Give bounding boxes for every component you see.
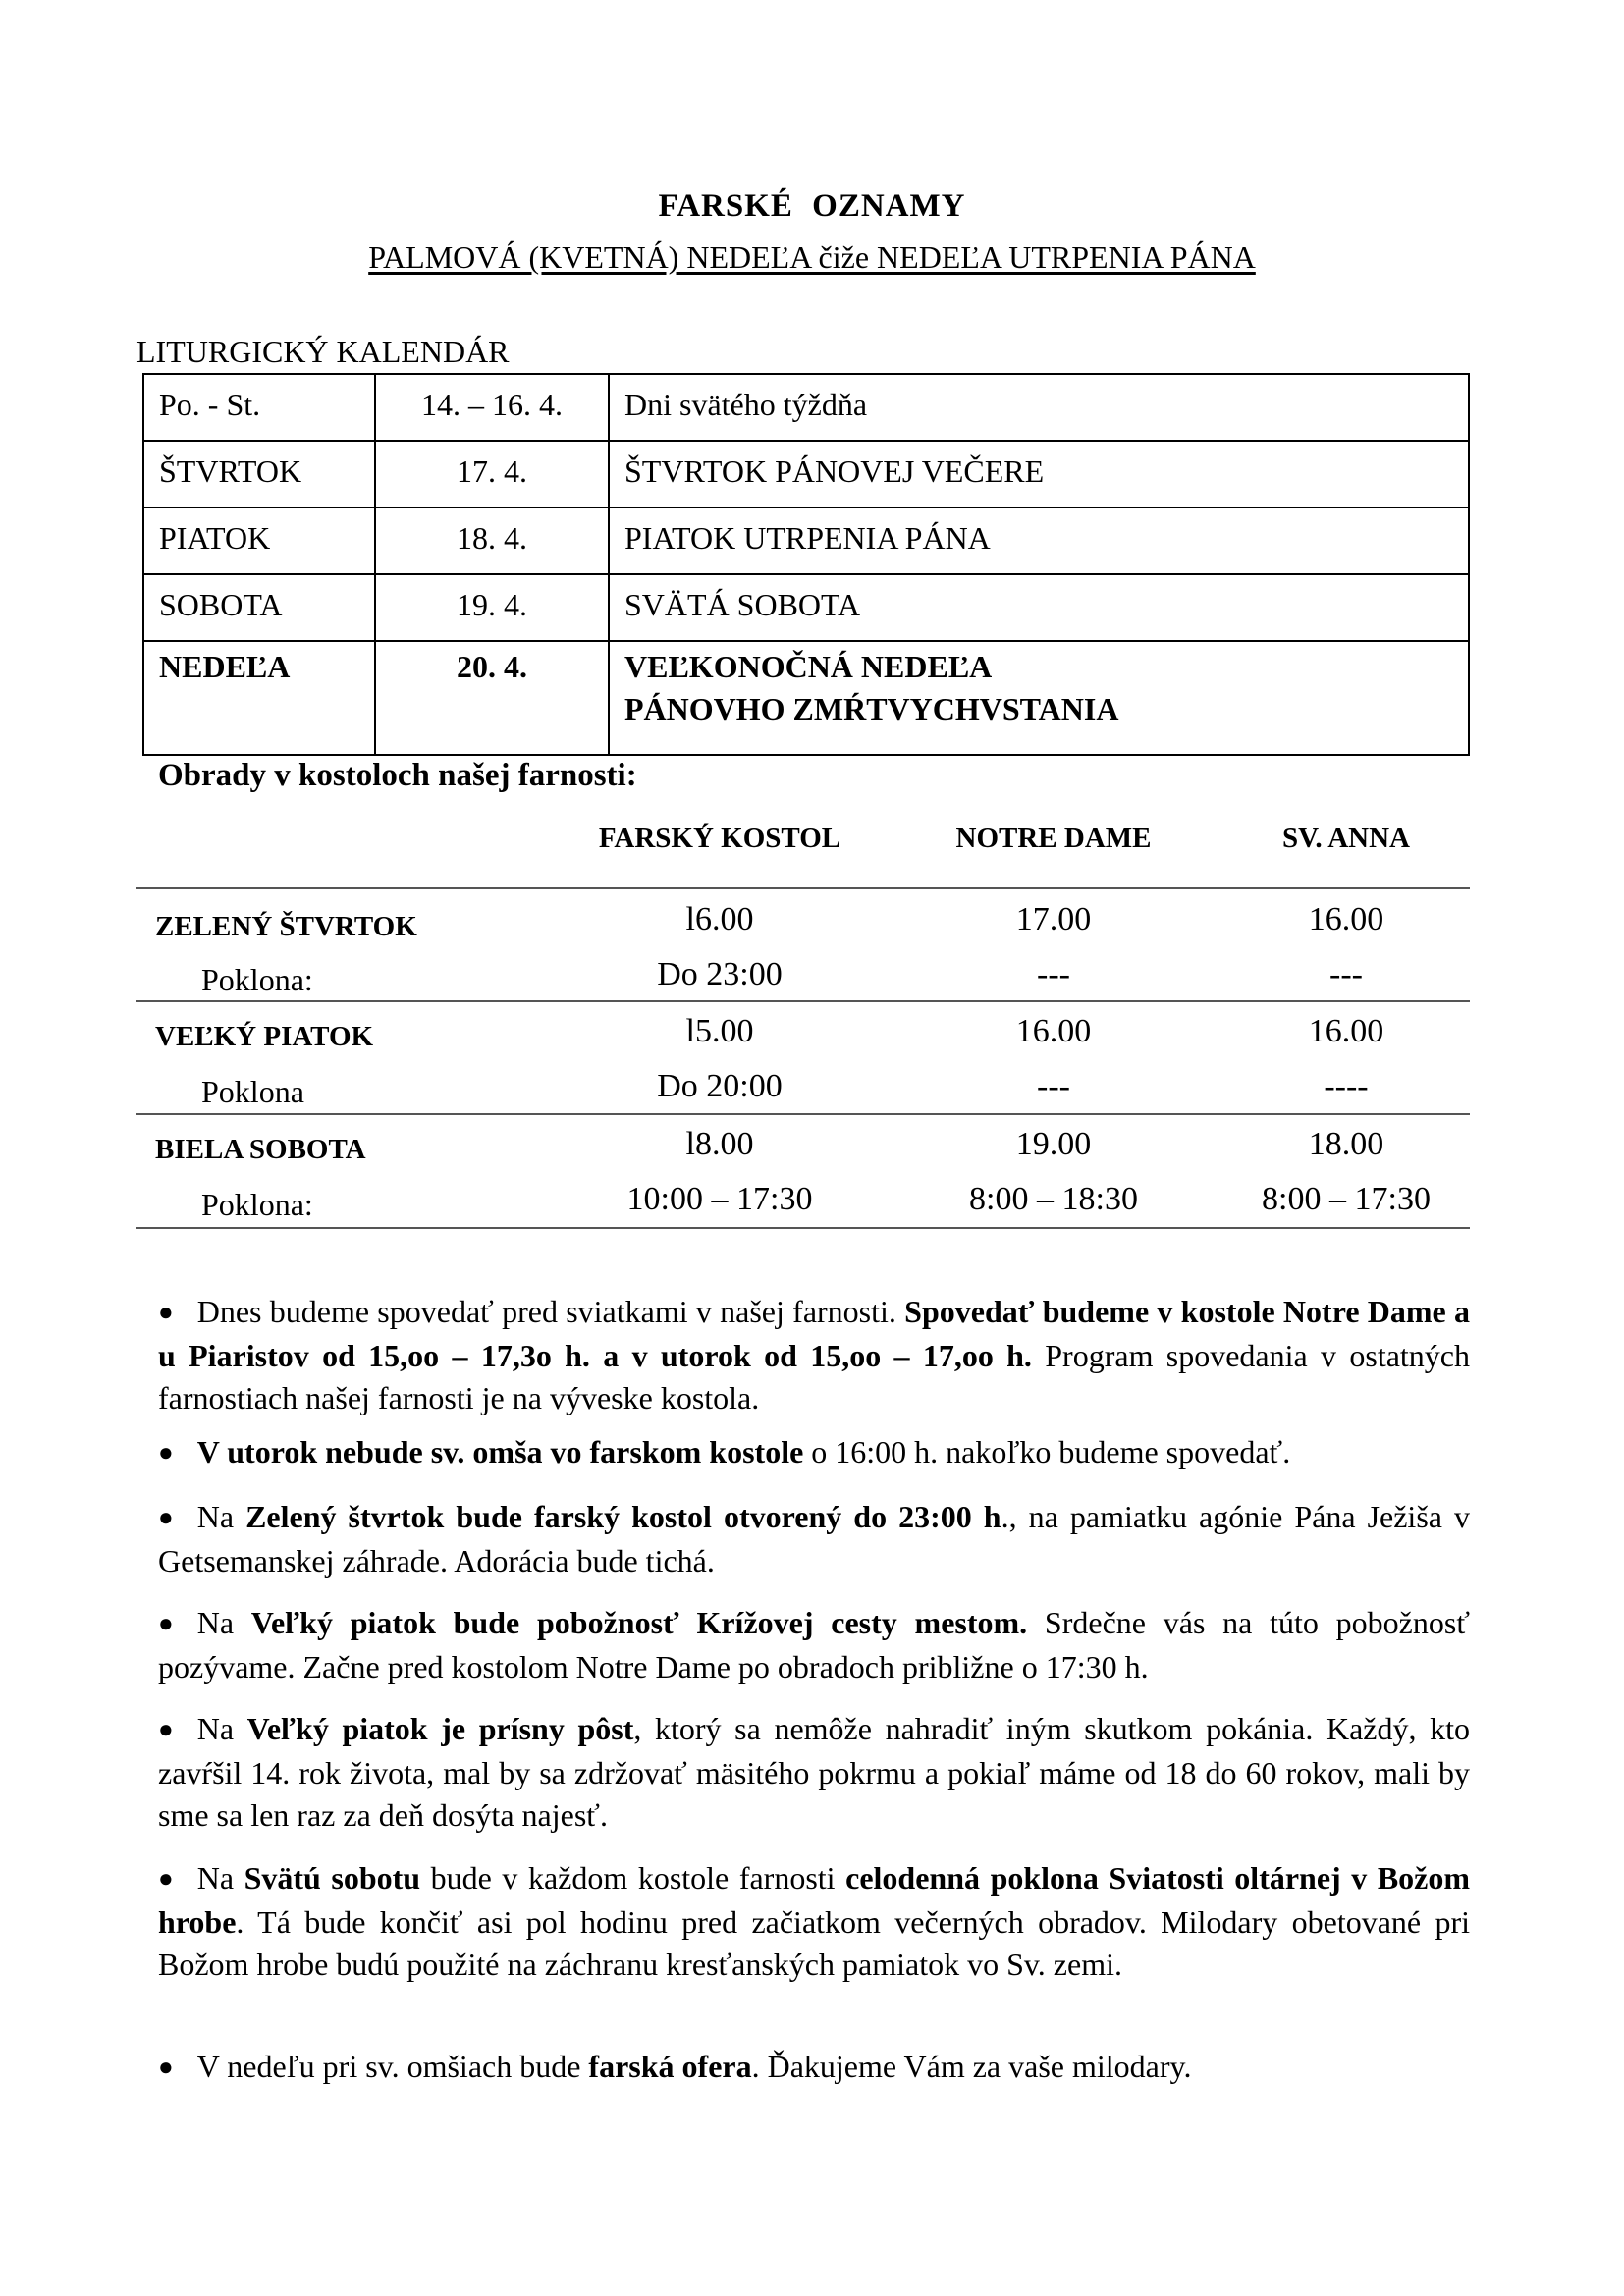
page-subtitle: PALMOVÁ (KVETNÁ) NEDEĽA čiže NEDEĽA UTRPENIA PÁNA (368, 240, 1256, 275)
table-cell-name: Dni svätého týždňa (609, 374, 1469, 441)
announcement-no-mass-tuesday: ● V utorok nebude sv. omša vo farskom kostole o 16:00 h. nakoľko budeme spovedať. (158, 1431, 1470, 1475)
cell-farsky-kostol: Do 20:00 (657, 1068, 783, 1104)
divider (136, 887, 1470, 889)
table-cell-name: ŠTVRTOK PÁNOVEJ VEČERE (609, 441, 1469, 507)
bullet-icon: ● (158, 2053, 174, 2081)
row-label: Poklona: (201, 962, 313, 997)
row-label: Poklona (201, 1074, 304, 1109)
liturgical-calendar-heading: LITURGICKÝ KALENDÁR (136, 334, 510, 369)
table-row (143, 441, 1469, 507)
cell-notre-dame: --- (1037, 956, 1070, 992)
schedule-row (136, 1120, 1470, 1175)
schedule-row (136, 1175, 1470, 1230)
cell-farsky-kostol: 10:00 – 17:30 (626, 1181, 813, 1217)
cell-sv-anna: 16.00 (1308, 901, 1384, 937)
table-cell-date: 20. 4. (375, 641, 609, 755)
schedule-row (136, 1062, 1470, 1117)
announcement-holy-thursday: ● Na Zelený štvrtok bude farský kostol otvorený do 23:00 h., na pamiatku agónie Pána Ježiša v Getsemanskej záhrade. Adorácia bude tichá. (158, 1496, 1470, 1582)
bullet-icon: ● (158, 1715, 174, 1743)
table-row (143, 574, 1469, 641)
row-label: VEĽKÝ PIATOK (155, 1021, 374, 1052)
table-cell-date: 17. 4. (375, 441, 609, 507)
column-header-sv-anna: SV. ANNA (1281, 823, 1410, 854)
liturgical-calendar-table (142, 373, 1470, 756)
divider (136, 1000, 1470, 1002)
cell-notre-dame: 16.00 (1015, 1013, 1092, 1049)
table-cell-name: PIATOK UTRPENIA PÁNA (609, 507, 1469, 574)
divider (136, 1113, 1470, 1115)
cell-farsky-kostol: l6.00 (685, 901, 754, 937)
schedule-header-row (136, 815, 1470, 887)
announcement-way-of-cross: ● Na Veľký piatok bude pobožnosť Krížovej cesty mestom. Srdečne vás na túto pobožnosť pozývame. Začne pred kostolom Notre Dame po obradoch približne o 17:30 h. (158, 1602, 1470, 1688)
cell-sv-anna: 16.00 (1308, 1013, 1384, 1049)
cell-notre-dame: 8:00 – 18:30 (969, 1181, 1138, 1217)
bullet-icon: ● (158, 1864, 174, 1893)
announcement-confession: ● Dnes budeme spovedať pred sviatkami v našej farnosti. Spovedať budeme v kostole Notre Dame a u Piaristov od 15,oo – 17,3o h. a v utorok od 15,oo – 17,oo h. Program spovedania v ostatných farnostiach našej farnosti je na vývesk​e kostola. (158, 1291, 1470, 1419)
column-header-notre-dame: NOTRE DAME (955, 823, 1152, 854)
announcement-offering: ● V nedeľu pri sv. omšiach bude farská ofera. Ďakujeme Vám za vaše milodary. (158, 2046, 1470, 2090)
cell-notre-dame: 19.00 (1015, 1126, 1092, 1162)
bullet-icon: ● (158, 1609, 174, 1637)
column-header-farsky-kostol: FARSKÝ KOSTOL (598, 823, 841, 854)
divider (136, 1227, 1470, 1229)
table-cell-day: Po. - St. (143, 374, 375, 441)
cell-sv-anna: 8:00 – 17:30 (1262, 1181, 1431, 1217)
table-cell-day: ŠTVRTOK (143, 441, 375, 507)
row-label: ZELENÝ ŠTVRTOK (155, 911, 417, 942)
schedule-row (136, 950, 1470, 1005)
schedule-table (136, 815, 1470, 1222)
cell-sv-anna: ---- (1324, 1068, 1369, 1104)
table-row (143, 641, 1469, 755)
page-title: FARSKÉ OZNAMY (658, 188, 966, 224)
feast-name-line1: VEĽKONOČNÁ NEDEĽA (624, 649, 993, 684)
row-label: Poklona: (201, 1187, 313, 1222)
cell-sv-anna: --- (1329, 956, 1363, 992)
cell-farsky-kostol: l8.00 (685, 1126, 754, 1162)
feast-name-line2: PÁNOVHO ZMŔTVYCHVSTANIA (624, 691, 1119, 726)
table-cell-date: 14. – 16. 4. (375, 374, 609, 441)
cell-sv-anna: 18.00 (1308, 1126, 1384, 1162)
cell-notre-dame: 17.00 (1015, 901, 1092, 937)
table-row (143, 507, 1469, 574)
bullet-icon: ● (158, 1438, 174, 1467)
cell-notre-dame: --- (1037, 1068, 1070, 1104)
table-cell-day: SOBOTA (143, 574, 375, 641)
table-cell-day: NEDEĽA (143, 641, 375, 755)
announcement-fasting: ● Na Veľký piatok je prísny pôst, ktorý sa nemôže nahradiť iným skutkom pokánia. Každý, kto zavŕšil 14. rok života, mal by sa zdržovať mäsitého pokrmu a pokiaľ máme od 18 do 60 rokov, mali by sme sa len raz za deň dosýta najesť. (158, 1708, 1470, 1837)
schedule-row (136, 895, 1470, 950)
cell-farsky-kostol: Do 23:00 (657, 956, 783, 992)
table-row (143, 374, 1469, 441)
announcement-holy-saturday: ● Na Svätú sobotu bude v každom kostole farnosti celodenná poklona Sviatosti oltárnej v Božom hrobe. Tá bude končiť asi pol hodinu pred začiatkom večerných obradov. Milodary obetované pri Božom hrobe budú použité na záchranu kresťanských pamiatok vo Sv. zemi. (158, 1857, 1470, 1986)
table-cell-name: SVÄTÁ SOBOTA (609, 574, 1469, 641)
table-cell-date: 18. 4. (375, 507, 609, 574)
row-label: BIELA SOBOTA (155, 1134, 366, 1165)
bullet-icon: ● (158, 1503, 174, 1531)
table-cell-day: PIATOK (143, 507, 375, 574)
cell-farsky-kostol: l5.00 (685, 1013, 754, 1049)
table-cell-date: 19. 4. (375, 574, 609, 641)
schedule-row (136, 1007, 1470, 1062)
schedule-heading: Obrady v kostoloch našej farnosti: (158, 758, 637, 793)
bullet-icon: ● (158, 1298, 174, 1326)
table-cell-name (609, 641, 1469, 755)
